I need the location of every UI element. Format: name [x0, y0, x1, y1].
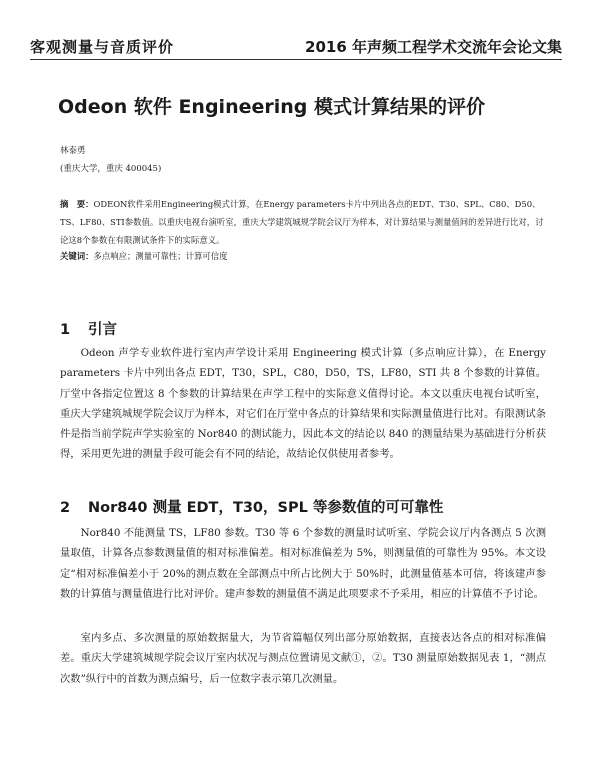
- header-proceedings-title: 2016 年声频工程学术交流年会论文集: [305, 38, 562, 56]
- section-1-number: 1: [60, 322, 71, 338]
- section-1-paragraph: Odeon 声学专业软件进行室内声学设计采用 Engineering 模式计算（多点响应计算），在 Energy parameters 卡片中列出各点 EDT，T30，SPL，C80，D50，TS，LF80，STI 共 8 个参数的计算值。厅堂中各指定位置这 8 个参数的计算结果在声学工程中的实际意义值得讨论。本文以重庆电视台试听室，重庆大学建筑城规学院会议厅为样本，对它们在厅堂中各点的计算结果和实际测量值进行比对。有限测试条件是指当前学院声学实验室的 Nor840 的测试能力，因此本文的结论以 840 的测量结果为基础进行分析获得，采用更先进的测量手段可能会有不同的结论，故结论仅供使用者参考。: [60, 347, 546, 461]
- header-rule: [30, 59, 562, 60]
- keywords-text: 多点响应；测量可靠性；计算可信度: [93, 251, 228, 261]
- author: 林泰勇: [60, 146, 86, 156]
- section-2-title: Nor840 测量 EDT，T30，SPL 等参数值的可可靠性: [88, 500, 444, 516]
- section-1-title: 引言: [88, 322, 117, 338]
- abstract: [60, 195, 546, 249]
- keywords-label: 关键词：: [60, 251, 94, 261]
- section-2-number: 2: [60, 500, 71, 516]
- section-2-paragraph-1: Nor840 不能测量 TS，LF80 参数。T30 等 6 个参数的测量时试听室、学院会议厅内各测点 5 次测量取值，计算各点参数测量值的相对标准偏差。相对标准偏差为 5%，则测量值的可靠性为 95%。本文设定“相对标准偏差小于 20%的测点数在全部测点中所占比例大于 50%时，此测量值基本可信，将该建声参数的计算值与测量值进行比对评价。建声参数的测量值不满足此项要求不予采用，相应的计算值不予讨论。: [60, 527, 546, 600]
- section-1-heading: [60, 318, 117, 339]
- section-2-paragraph-2: 室内多点、多次测量的原始数据量大，为节省篇幅仅列出部分原始数据，直接表达各点的相对标准偏差。重庆大学建筑城规学院会议厅室内状况与测点位置请见文献①，②。T30 测量原始数据见表 1，“测点次数”纵行中的首数为测点编号，后一位数字表示第几次测量。: [60, 632, 546, 685]
- abstract-label: 摘 要：: [60, 199, 94, 209]
- running-header: [30, 34, 562, 56]
- header-section-label: 客观测量与音质评价: [30, 38, 175, 56]
- abstract-text: ODEON软件采用Engineering模式计算，在Energy parameters卡片中列出各点的EDT、T30、SPL、C80、D50、TS、LF80、STI参数值。以重庆电视台演听室，重庆大学建筑城规学院会议厅为样本，对计算结果与测量值间的差异进行比对，讨论这8个参数在有限测试条件下的实际意义。: [60, 199, 544, 245]
- section-2-heading: [60, 496, 443, 517]
- affiliation: (重庆大学，重庆 400045): [60, 164, 162, 174]
- keywords: [60, 250, 546, 262]
- paper-title: Odeon 软件 Engineering 模式计算结果的评价: [58, 96, 485, 118]
